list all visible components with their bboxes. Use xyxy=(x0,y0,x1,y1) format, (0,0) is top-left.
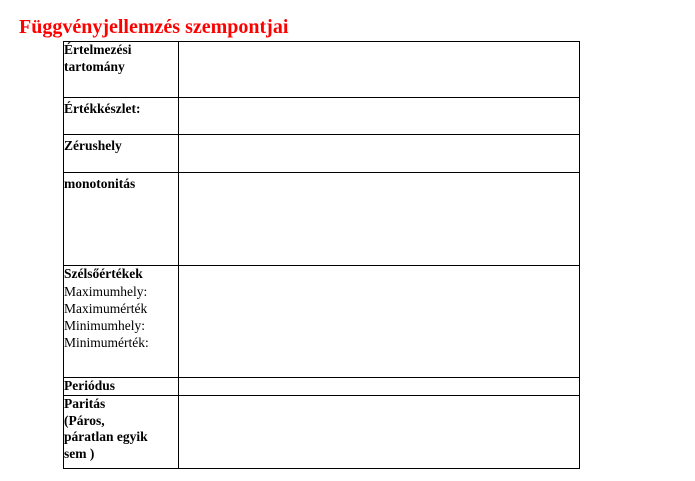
label-extrema: Szélsőértékek xyxy=(64,266,143,281)
label-domain-line-2: tartomány xyxy=(64,58,125,74)
label-cell-zero xyxy=(64,135,179,173)
label-parity-line-3: páratlan egyik xyxy=(64,429,148,444)
label-min-place: Minimumhely: xyxy=(64,317,145,333)
value-cell-period[interactable] xyxy=(179,378,580,396)
value-cell-parity[interactable] xyxy=(179,396,580,469)
label-cell-period xyxy=(64,378,179,396)
label-max-place: Maximumhely: xyxy=(64,283,148,299)
label-cell-domain xyxy=(64,42,179,98)
table-row-period xyxy=(64,378,580,396)
table-row-parity xyxy=(64,396,580,469)
label-parity-line-4: sem ) xyxy=(64,445,95,461)
label-cell-range xyxy=(64,98,179,135)
label-parity-line-2: (Páros, xyxy=(64,412,105,428)
label-max-value: Maximumérték xyxy=(64,300,148,316)
label-period: Periódus xyxy=(64,378,116,393)
label-domain-line-1: Értelmezési xyxy=(64,42,132,57)
page-title: Függvényjellemzés szempontjai xyxy=(19,16,289,38)
value-cell-monotonicity[interactable] xyxy=(179,173,580,266)
table-row-domain xyxy=(64,42,580,98)
value-cell-zero[interactable] xyxy=(179,135,580,173)
table-row-zero xyxy=(64,135,580,173)
label-zero: Zérushely xyxy=(64,138,122,153)
label-cell-parity xyxy=(64,396,179,469)
value-cell-domain[interactable] xyxy=(179,42,580,98)
label-min-value: Minimumérték: xyxy=(64,334,149,350)
value-cell-range[interactable] xyxy=(179,98,580,135)
label-cell-extrema xyxy=(64,266,179,378)
value-cell-extrema[interactable] xyxy=(179,266,580,378)
label-parity-line-1: Paritás xyxy=(64,396,106,411)
label-cell-monotonicity xyxy=(64,173,179,266)
function-properties-table xyxy=(63,41,580,469)
label-range: Értékkészlet: xyxy=(64,101,141,116)
table-row-monotonicity xyxy=(64,173,580,266)
table-row-range xyxy=(64,98,580,135)
table-row-extrema xyxy=(64,266,580,378)
label-monotonicity: monotonitás xyxy=(64,176,136,191)
